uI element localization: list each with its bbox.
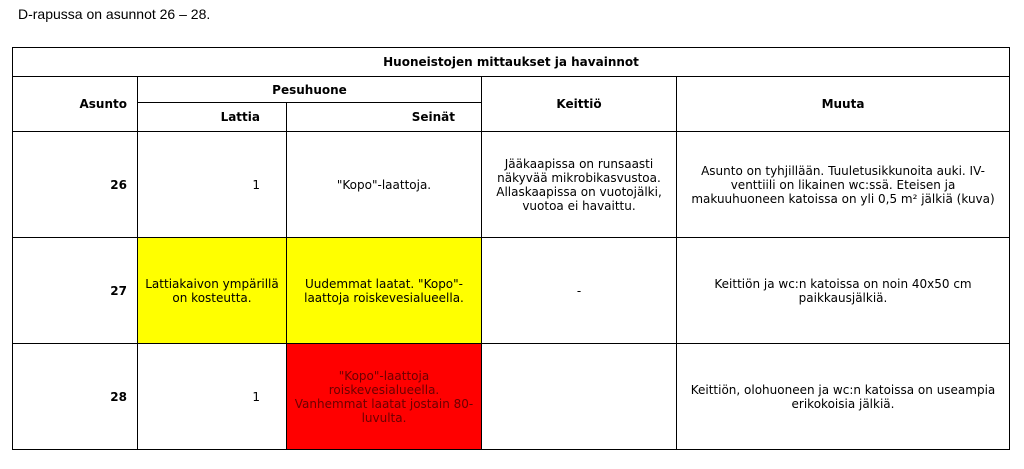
header-lattia: Lattia <box>138 103 287 132</box>
table-row <box>13 344 1010 450</box>
cell-keittio: Jääkaapissa on runsaasti näkyvää mikrobikasvustoa. Allaskaapissa on vuotojälki, vuotoa ei havaittu. <box>482 132 677 238</box>
table-title: Huoneistojen mittaukset ja havainnot <box>13 48 1010 77</box>
cell-lattia: 1 <box>138 344 287 450</box>
cell-keittio <box>482 344 677 450</box>
intro-text: D-rapussa on asunnot 26 – 28. <box>18 6 211 22</box>
cell-asunto: 28 <box>13 344 138 450</box>
cell-muuta: Asunto on tyhjillään. Tuuletusikkunoita auki. IV-venttiili on likainen wc:ssä. Eteisen ja makuuhuoneen katoissa on yli 0,5 m² jälkiä (kuva) <box>677 132 1010 238</box>
header-pesuhuone: Pesuhuone <box>138 77 482 103</box>
cell-seinat: Uudemmat laatat. "Kopo"-laattoja roiskevesialueella. <box>287 238 482 344</box>
cell-asunto: 27 <box>13 238 138 344</box>
cell-seinat: "Kopo"-laattoja. <box>287 132 482 238</box>
table-title-row <box>13 48 1010 77</box>
cell-keittio: - <box>482 238 677 344</box>
cell-lattia: 1 <box>138 132 287 238</box>
cell-muuta: Keittiön, olohuoneen ja wc:n katoissa on useampia erikokoisia jälkiä. <box>677 344 1010 450</box>
cell-lattia: Lattiakaivon ympärillä on kosteutta. <box>138 238 287 344</box>
header-keittio: Keittiö <box>482 77 677 132</box>
header-muuta: Muuta <box>677 77 1010 132</box>
cell-asunto: 26 <box>13 132 138 238</box>
header-seinat: Seinät <box>287 103 482 132</box>
header-asunto: Asunto <box>13 77 138 132</box>
cell-seinat: "Kopo"-laattoja roiskevesialueella. Vanhemmat laatat jostain 80-luvulta. <box>287 344 482 450</box>
header-group-row <box>13 77 1010 103</box>
table-row <box>13 132 1010 238</box>
cell-muuta: Keittiön ja wc:n katoissa on noin 40x50 cm paikkausjälkiä. <box>677 238 1010 344</box>
measurements-table <box>12 47 1010 450</box>
table-row <box>13 238 1010 344</box>
